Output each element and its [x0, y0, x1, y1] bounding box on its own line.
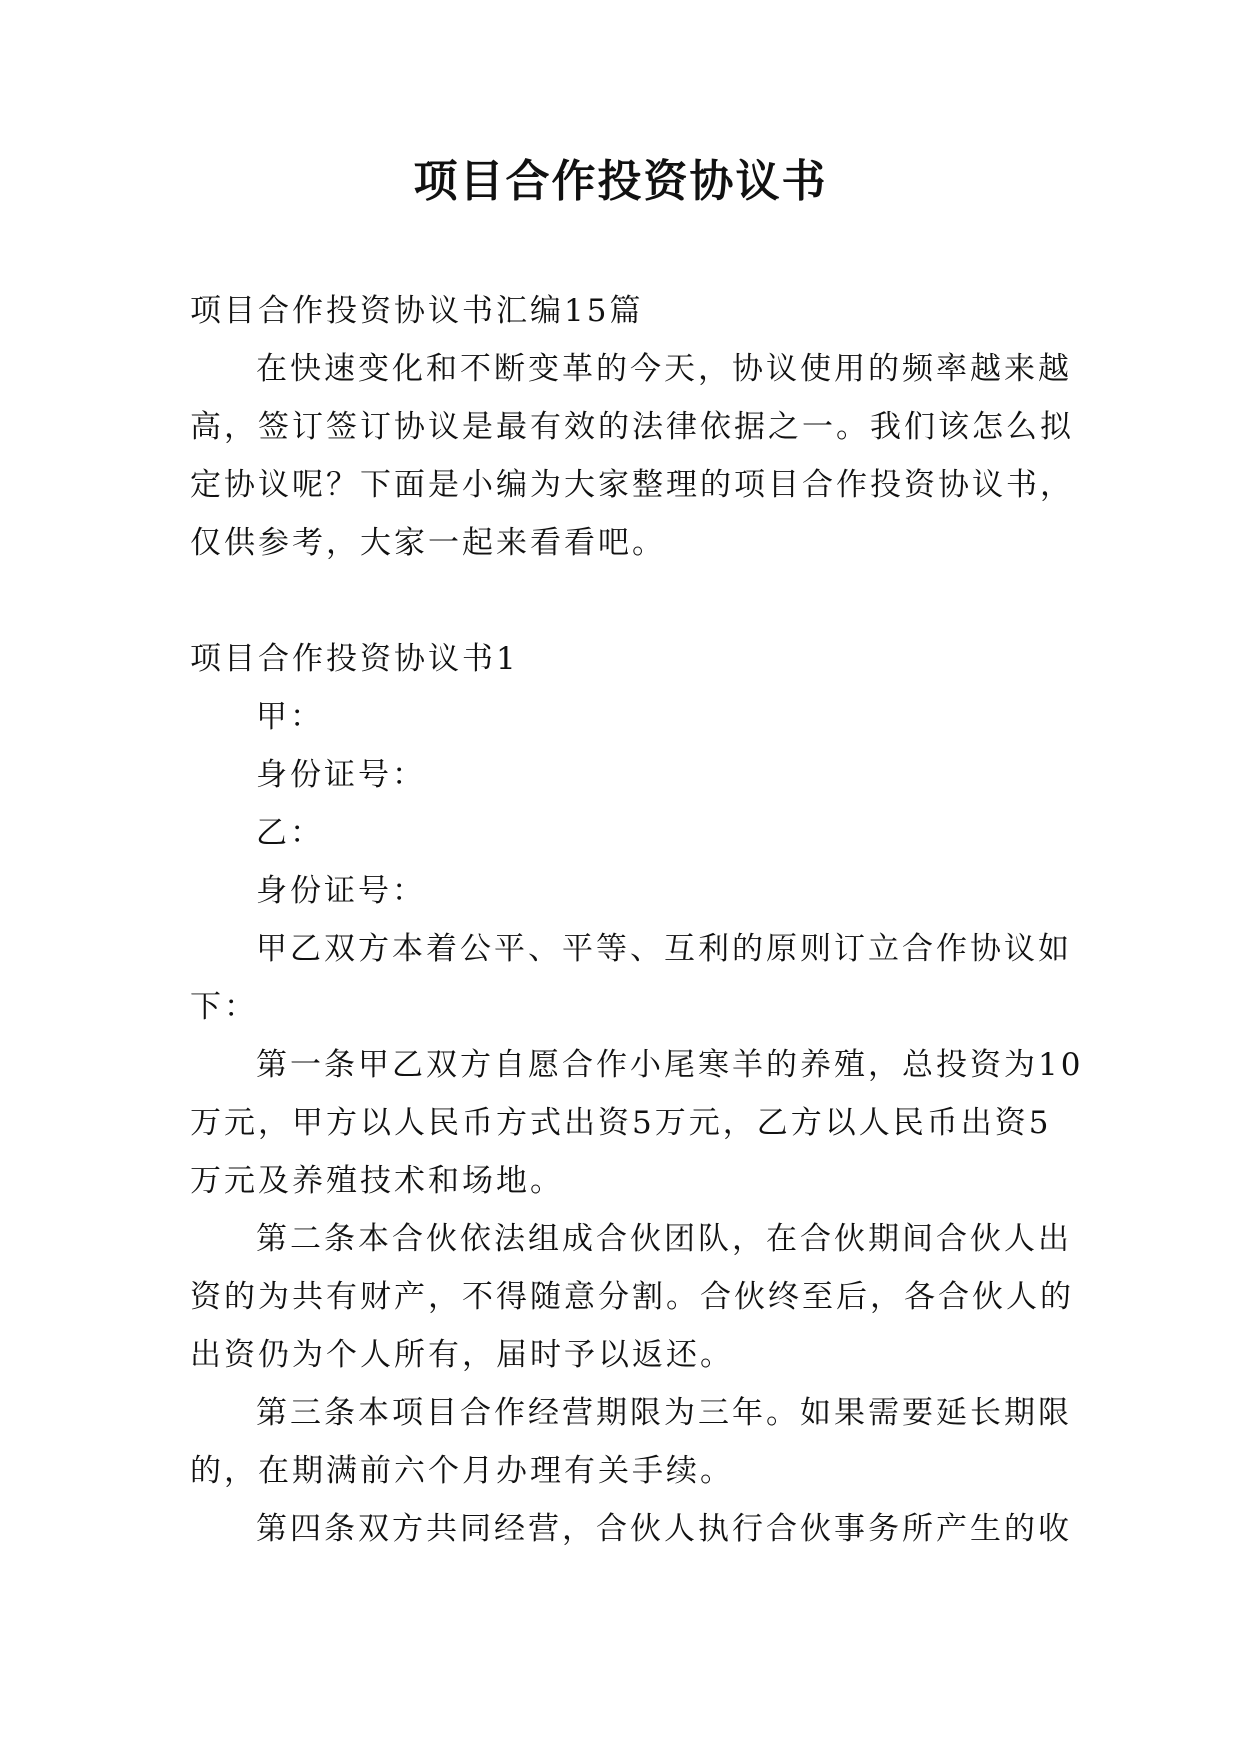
preamble-line-2: 下：	[190, 989, 258, 1025]
party-a-id-label: 身份证号：	[256, 757, 426, 793]
article1-line-2: 万元，甲方以人民币方式出资5万元，乙方以人民币出资5	[190, 1105, 1052, 1141]
article2-line-2: 资的为共有财产，不得随意分割。合伙终至后，各合伙人的	[190, 1279, 1074, 1315]
article2-line-3: 出资仍为个人所有，届时予以返还。	[190, 1337, 734, 1373]
collection-heading: 项目合作投资协议书汇编15篇	[190, 293, 644, 329]
article1-line-3: 万元及养殖技术和场地。	[190, 1163, 564, 1199]
party-b-label: 乙：	[256, 815, 324, 851]
article3-line-2: 的，在期满前六个月办理有关手续。	[190, 1453, 734, 1489]
article1-line-1: 第一条甲乙双方自愿合作小尾寒羊的养殖，总投资为10	[256, 1047, 1084, 1083]
party-b-id-label: 身份证号：	[256, 873, 426, 909]
document-title: 项目合作投资协议书	[413, 156, 828, 207]
section-heading: 项目合作投资协议书1	[190, 641, 519, 677]
intro-line-4: 仅供参考，大家一起来看看吧。	[190, 525, 666, 561]
party-a-label: 甲：	[256, 699, 324, 735]
intro-line-1: 在快速变化和不断变革的今天，协议使用的频率越来越	[256, 351, 1072, 387]
preamble-line-1: 甲乙双方本着公平、平等、互利的原则订立合作协议如	[256, 931, 1072, 967]
intro-line-3: 定协议呢？下面是小编为大家整理的项目合作投资协议书，	[190, 467, 1074, 503]
article3-line-1: 第三条本项目合作经营期限为三年。如果需要延长期限	[256, 1395, 1072, 1431]
document-body	[190, 282, 1084, 1558]
article2-line-1: 第二条本合伙依法组成合伙团队，在合伙期间合伙人出	[256, 1221, 1072, 1257]
article4-line-1: 第四条双方共同经营，合伙人执行合伙事务所产生的收	[256, 1511, 1072, 1547]
intro-line-2: 高，签订签订协议是最有效的法律依据之一。我们该怎么拟	[190, 409, 1074, 445]
paragraph-gap	[190, 572, 1050, 630]
